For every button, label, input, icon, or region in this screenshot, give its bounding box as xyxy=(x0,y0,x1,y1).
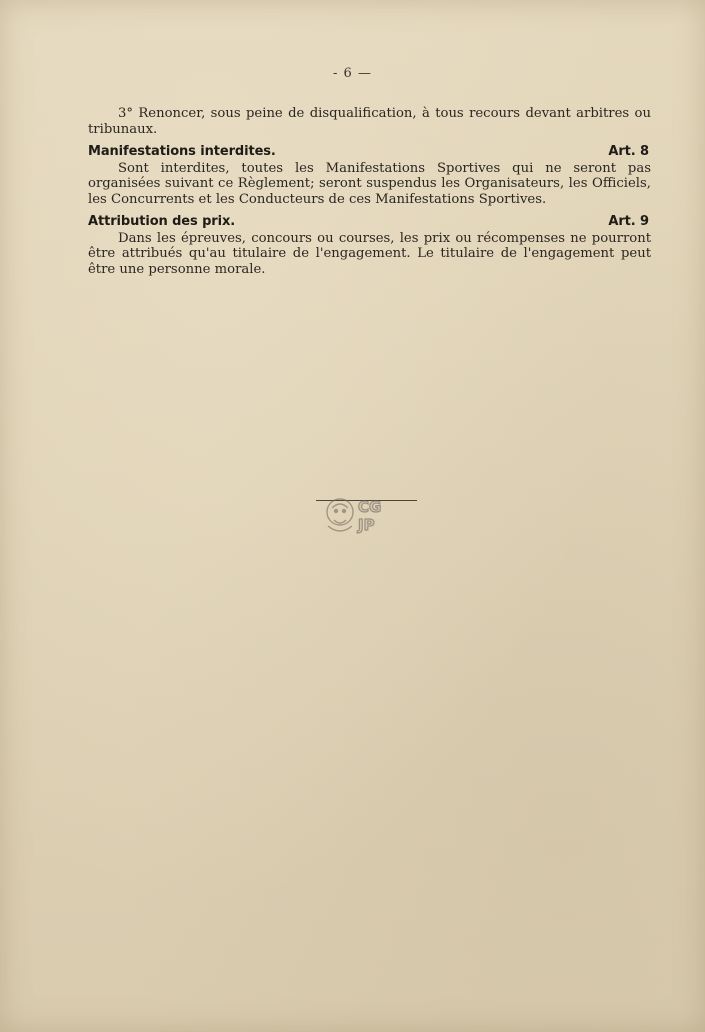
page-number: - 6 — xyxy=(333,66,372,81)
section-title: Attribution des prix. xyxy=(88,214,236,229)
section-title: Manifestations interdites. xyxy=(88,144,276,159)
intro-paragraph: 3° Renoncer, sous peine de disqualification, à tous recours devant arbitres ou tribunaux. xyxy=(88,106,651,137)
stamp-text-top: CG xyxy=(358,498,382,516)
document-body xyxy=(88,106,651,277)
article-number: Art. 8 xyxy=(608,144,649,159)
section-heading-attribution xyxy=(88,214,651,230)
article-number: Art. 9 xyxy=(608,214,649,229)
stamp-text-bottom: JP xyxy=(358,516,375,534)
section-heading-manifestations xyxy=(88,144,651,160)
section-paragraph: Sont interdites, toutes les Manifestations Sportives qui ne seront pas organisées suivant ce Règlement; seront suspendus les Organisateurs, les Officiels, les Concurrents et les Conducteurs de ces Manifestations Sportives. xyxy=(88,160,651,207)
stamp-logo-icon xyxy=(318,490,408,545)
section-paragraph: Dans les épreuves, concours ou courses, les prix ou récompenses ne pourront être attribués qu'au titulaire de l'engagement. Le titulaire de l'engagement peut être une personne morale. xyxy=(88,230,651,277)
collector-stamp xyxy=(312,490,422,545)
